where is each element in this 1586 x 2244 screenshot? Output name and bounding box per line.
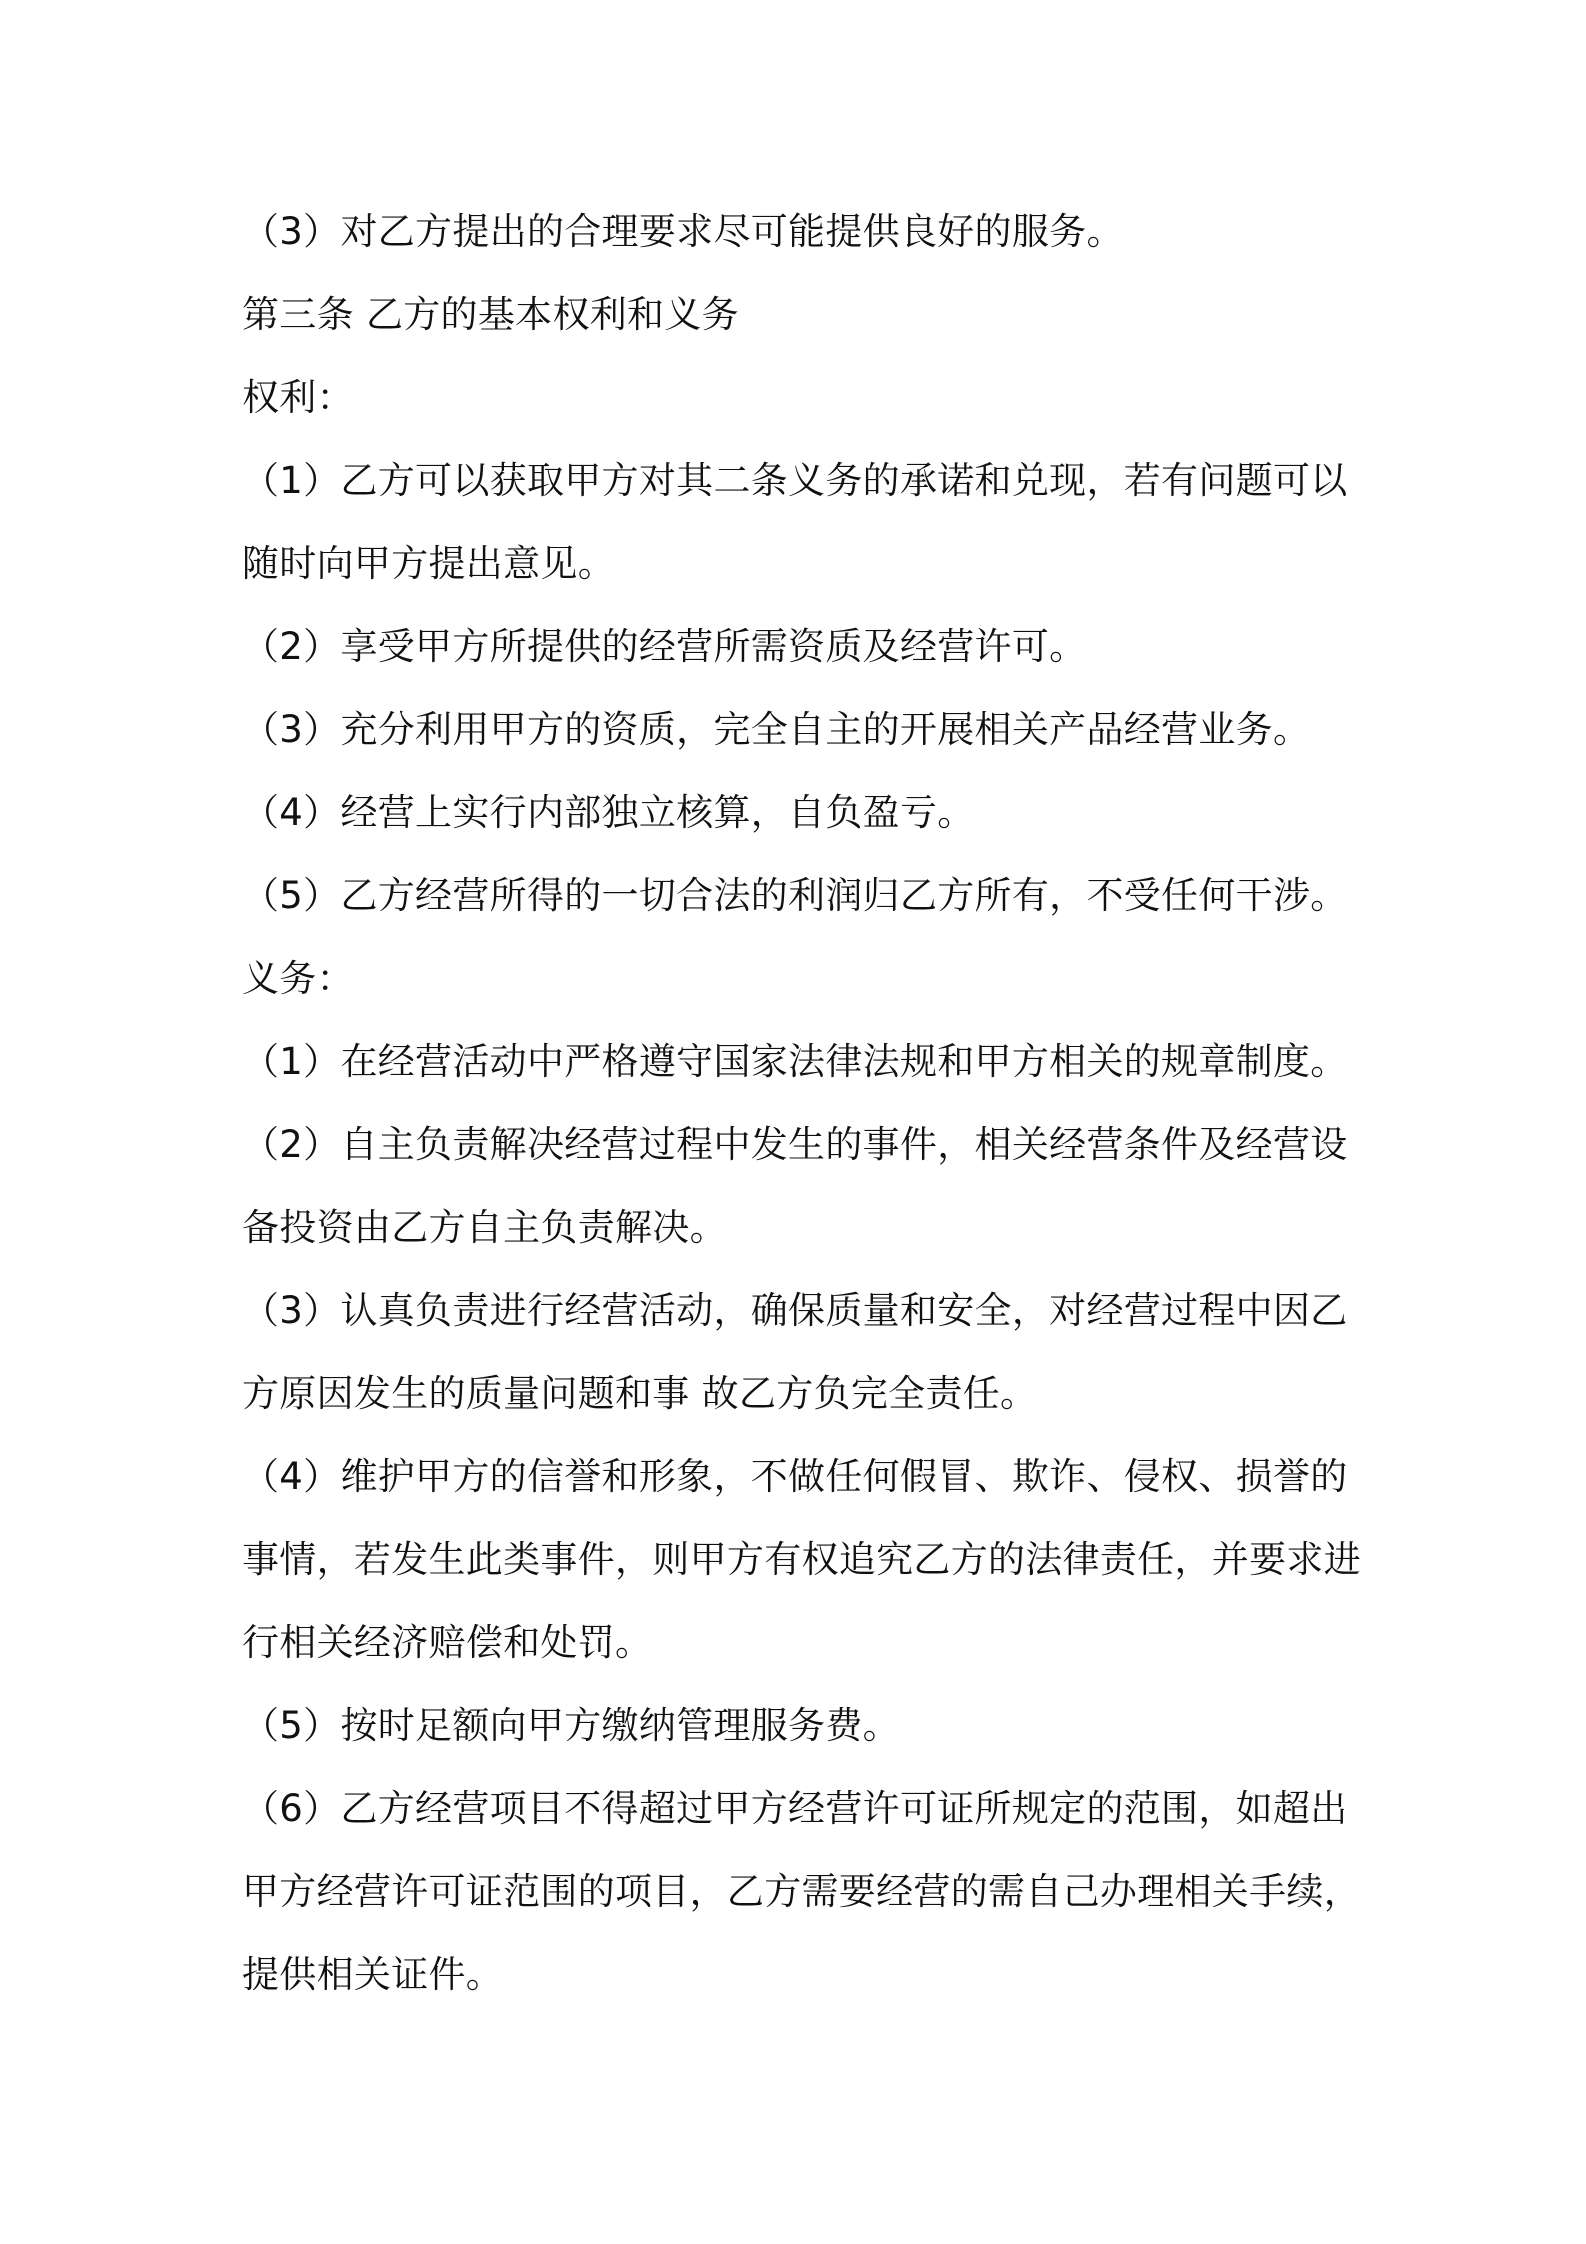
paragraph-line: 行相关经济赔偿和处罚。 (242, 1621, 653, 1664)
paragraph-line: （5）按时足额向甲方缴纳管理服务费。 (242, 1704, 900, 1747)
paragraph-line: （3）认真负责进行经营活动，确保质量和安全，对经营过程中因乙 (242, 1289, 1348, 1332)
paragraph-line: 提供相关证件。 (242, 1953, 504, 1996)
section-heading: 第三条 乙方的基本权利和义务 (242, 293, 739, 336)
paragraph-line: （3）对乙方提出的合理要求尽可能提供良好的服务。 (242, 210, 1124, 253)
paragraph-line: 甲方经营许可证范围的项目，乙方需要经营的需自己办理相关手续， (242, 1870, 1361, 1913)
paragraph-line: （1）在经营活动中严格遵守国家法律法规和甲方相关的规章制度。 (242, 1040, 1348, 1083)
paragraph-line: （4）维护甲方的信誉和形象，不做任何假冒、欺诈、侵权、损誉的 (242, 1455, 1348, 1498)
paragraph-line: （1）乙方可以获取甲方对其二条义务的承诺和兑现，若有问题可以 (242, 459, 1348, 502)
paragraph-line: （6）乙方经营项目不得超过甲方经营许可证所规定的范围，如超出 (242, 1787, 1348, 1830)
subheading-rights: 权利： (242, 376, 354, 419)
paragraph-line: 备投资由乙方自主负责解决。 (242, 1206, 727, 1249)
subheading-obligations: 义务： (242, 957, 354, 1000)
document-body (242, 190, 1372, 2016)
paragraph-line: 方原因发生的质量问题和事 故乙方负完全责任。 (242, 1372, 1038, 1415)
paragraph-line: （5）乙方经营所得的一切合法的利润归乙方所有，不受任何干涉。 (242, 874, 1348, 917)
paragraph-line: （2）享受甲方所提供的经营所需资质及经营许可。 (242, 625, 1087, 668)
paragraph-line: （2）自主负责解决经营过程中发生的事件，相关经营条件及经营设 (242, 1123, 1348, 1166)
paragraph-line: （4）经营上实行内部独立核算，自负盈亏。 (242, 791, 975, 834)
paragraph-line: 事情，若发生此类事件，则甲方有权追究乙方的法律责任，并要求进 (242, 1538, 1361, 1581)
paragraph-line: （3）充分利用甲方的资质，完全自主的开展相关产品经营业务。 (242, 708, 1311, 751)
paragraph-line: 随时向甲方提出意见。 (242, 542, 615, 585)
